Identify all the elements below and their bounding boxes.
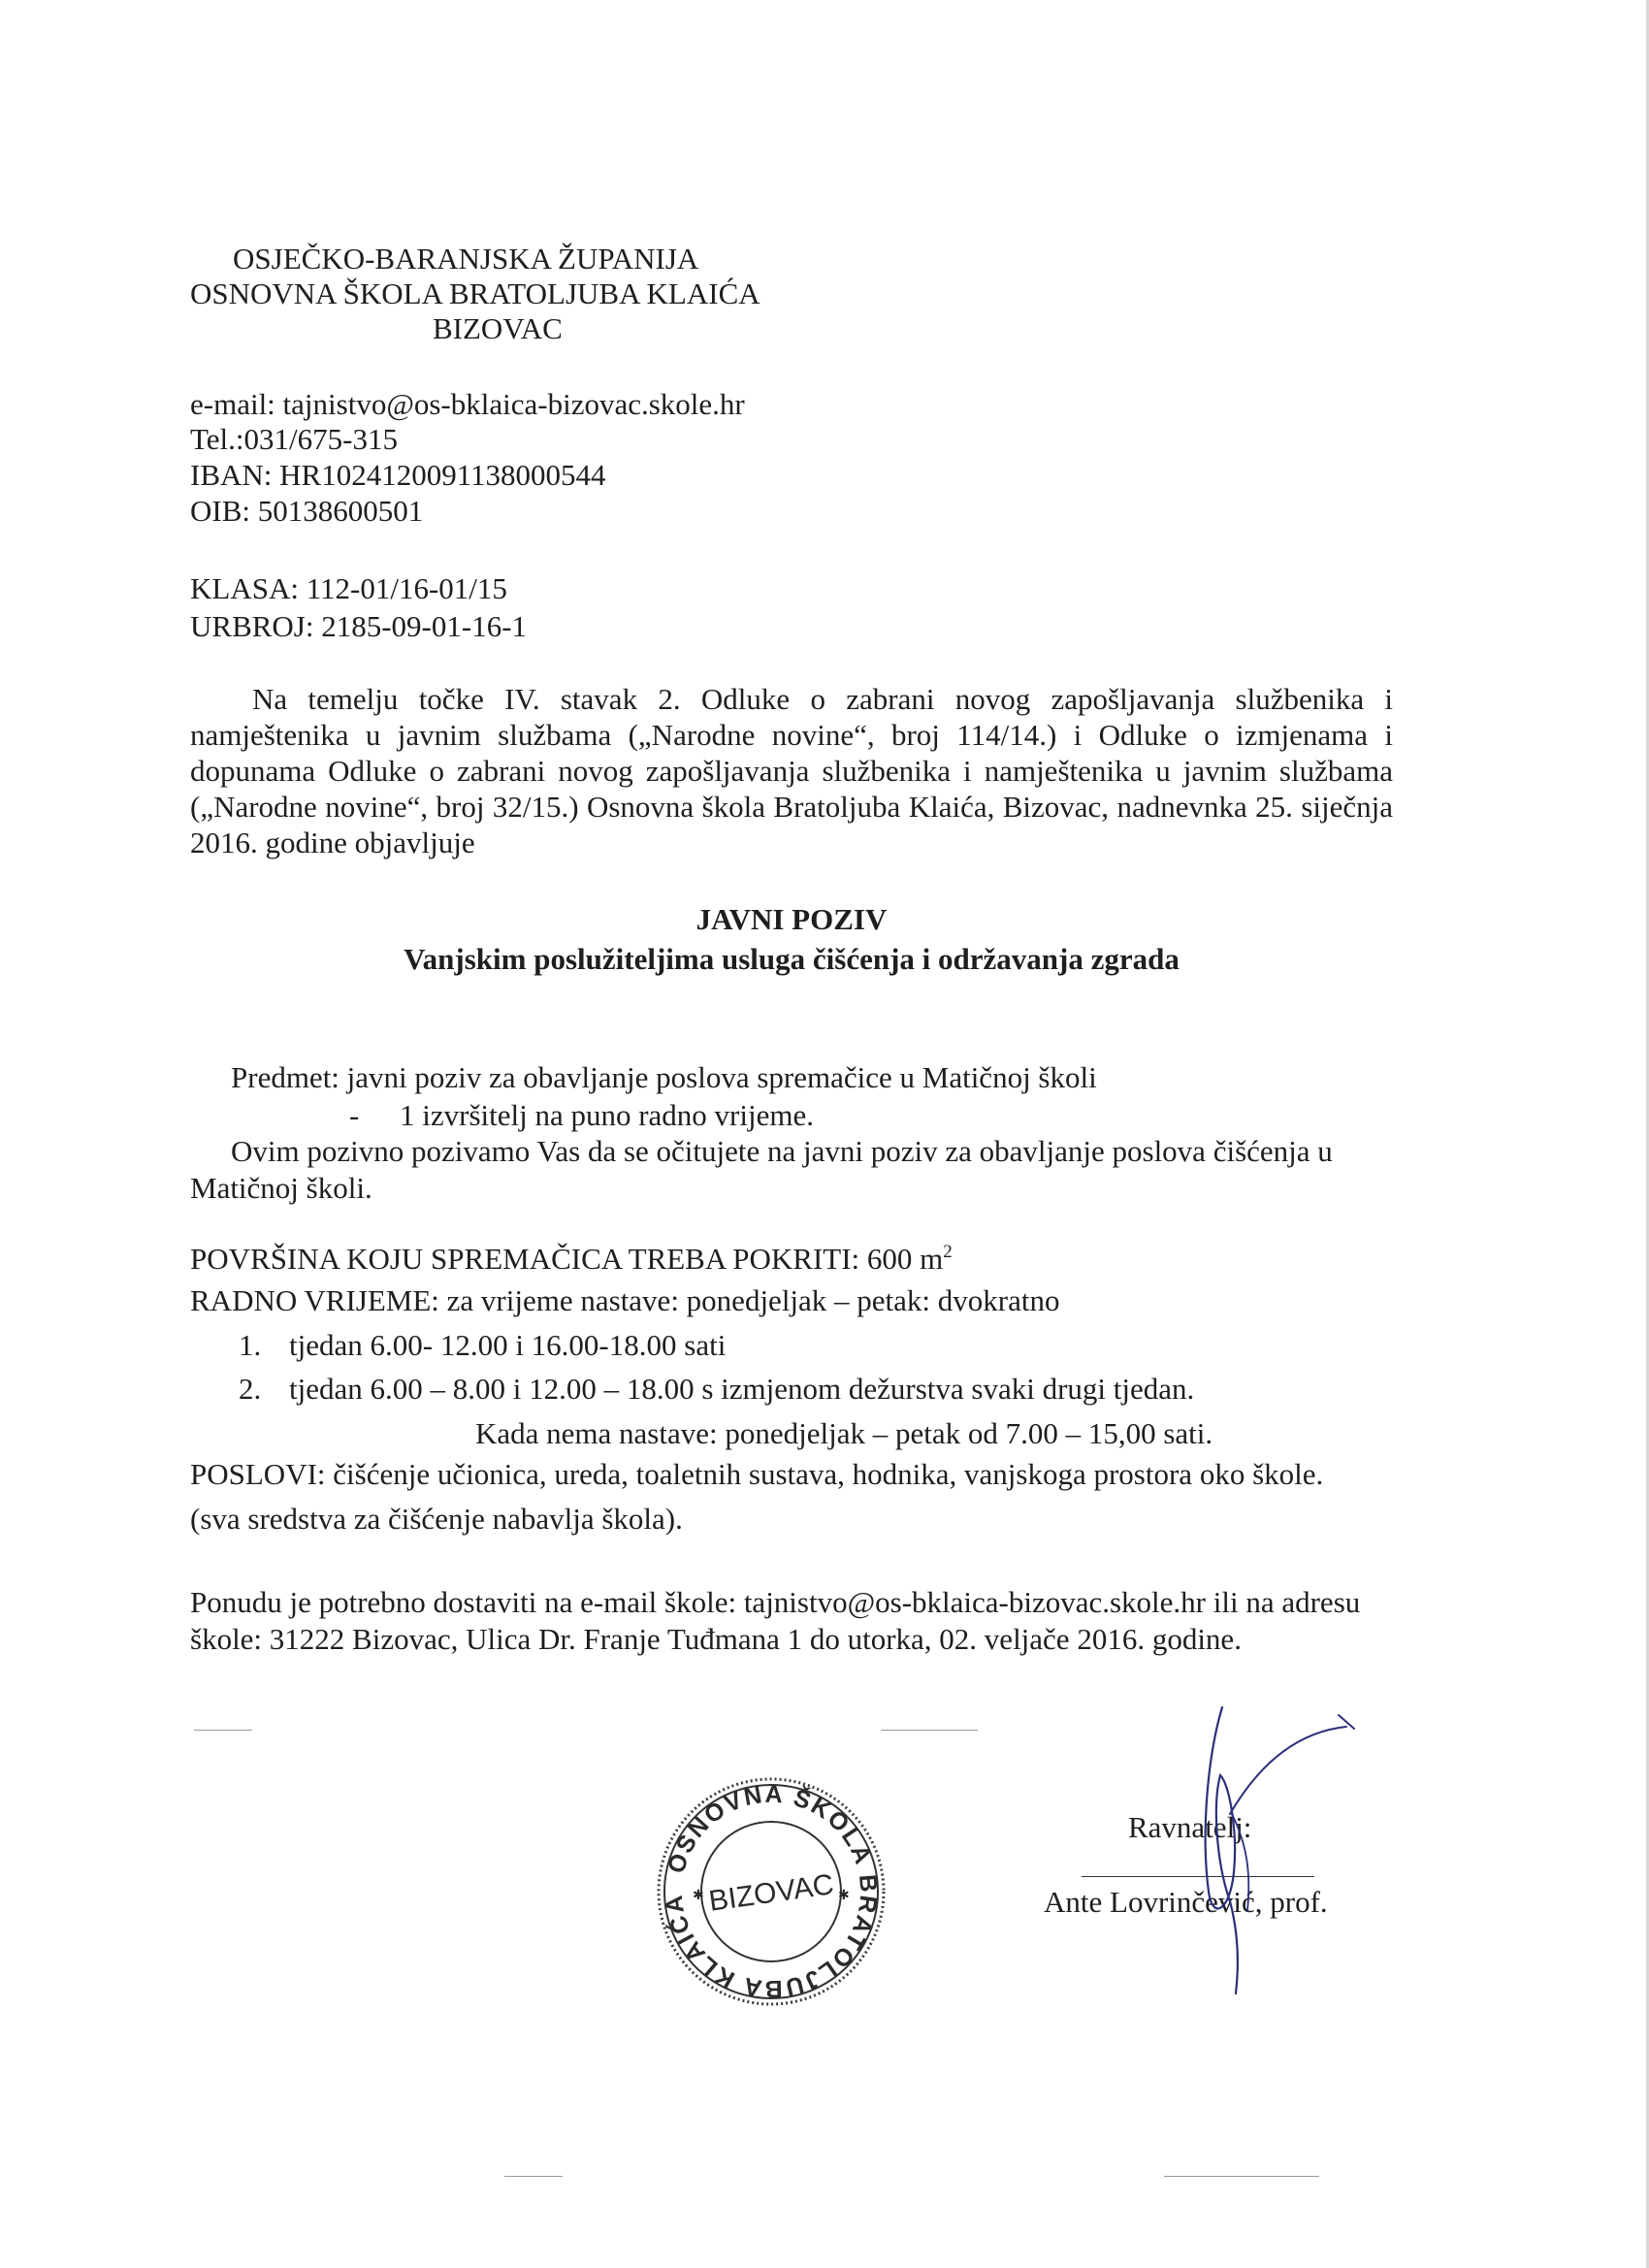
faint-rule	[881, 1730, 978, 1731]
invite-text: Ovim pozivno pozivamo Vas da se očitujete na javni poziv za obavljanje poslova čišćenja u Matičnoj školi.	[190, 1134, 1333, 1205]
duties-line: POSLOVI: čišćenje učionica, ureda, toaletnih sustava, hodnika, vanjskoga prostora oko škole.	[190, 1457, 1324, 1491]
stamp-star-icon: ✱	[838, 1888, 850, 1903]
week1-text: tjedan 6.00- 12.00 i 16.00-18.00 sati	[289, 1328, 727, 1362]
director-name: Ante Lovrinčević, prof.	[1044, 1885, 1328, 1919]
stamp-star-icon: ✱	[693, 1888, 704, 1903]
header-town: BIZOVAC	[433, 311, 563, 345]
hours-line: RADNO VRIJEME: za vrijeme nastave: ponedjeljak – petak: dvokratno	[190, 1283, 1060, 1317]
faint-rule	[194, 1730, 252, 1731]
school-stamp	[654, 1774, 889, 2009]
intro-paragraph	[190, 681, 1393, 860]
subject-line: Predmet: javni poziv za obavljanje poslova spremačice u Matičnoj školi	[231, 1060, 1097, 1094]
bullet-text: 1 izvršitelj na puno radno vrijeme.	[400, 1098, 814, 1132]
faint-rule	[504, 2176, 563, 2177]
submission-text: Ponudu je potrebno dostaviti na e-mail škole: tajnistvo@os-bklaica-bizovac.skole.hr ili na adresu škole: 31222 Bizovac, Ulica Dr. Franje Tuđmana 1 do utorka, 02. veljače 2016. godine.	[190, 1585, 1361, 1656]
contact-iban: IBAN: HR1024120091138000544	[190, 458, 606, 492]
faint-rule	[1164, 2176, 1319, 2177]
stamp-center-text: BIZOVAC	[706, 1868, 836, 1918]
document-title: JAVNI POZIV	[695, 902, 888, 936]
week1-number: 1.	[239, 1328, 262, 1362]
bullet-marker: -	[349, 1098, 360, 1132]
area-text: POVRŠINA KOJU SPREMAČICA TREBA POKRITI: 600 m	[190, 1242, 944, 1276]
week2-number: 2.	[239, 1372, 262, 1406]
header-school: OSNOVNA ŠKOLA BRATOLJUBA KLAIĆA	[190, 276, 760, 310]
header-county: OSJEČKO-BARANJSKA ŽUPANIJA	[233, 242, 699, 275]
week2-text: tjedan 6.00 – 8.00 i 12.00 – 18.00 s izmjenom dežurstva svaki drugi tjedan.	[289, 1372, 1195, 1406]
contact-email: e-mail: tajnistvo@os-bklaica-bizovac.skole.hr	[190, 387, 745, 421]
no-classes-line: Kada nema nastave: ponedjeljak – petak od 7.00 – 15,00 sati.	[475, 1416, 1213, 1450]
director-role: Ravnatelj:	[1128, 1810, 1252, 1844]
area-superscript: 2	[943, 1242, 953, 1262]
invite-paragraph	[190, 1133, 1412, 1207]
reference-klasa: KLASA: 112-01/16-01/15	[190, 571, 507, 605]
stamp-ring-text: OSNOVNA ŠKOLA BRATOLJUBA KLAIĆA	[660, 1780, 883, 2003]
supplies-line: (sva sredstva za čišćenje nabavlja škola).	[190, 1502, 683, 1536]
document-subtitle: Vanjskim poslužiteljima usluga čišćenja i održavanja zgrada	[404, 942, 1180, 976]
handwritten-signature	[1116, 1669, 1368, 1998]
contact-tel: Tel.:031/675-315	[190, 422, 398, 456]
intro-text: Na temelju točke IV. stavak 2. Odluke o zabrani novog zapošljavanja službenika i namještenika u javnim službama („Narodne novine“, broj 114/14.) i Odluke o izmjenama i dopunama Odluke o zabrani novog zapošljavanja službenika i namještenika u javnim službama („Narodne novine“, broj 32/15.) Osnovna škola Bratoljuba Klaića, Bizovac, nadnevnka 25. siječnja 2016. godine objavljuje	[190, 682, 1393, 859]
submission-paragraph	[190, 1584, 1383, 1658]
area-line	[190, 1241, 953, 1278]
reference-urbroj: URBROJ: 2185-09-01-16-1	[190, 609, 528, 643]
contact-oib: OIB: 50138600501	[190, 494, 424, 528]
